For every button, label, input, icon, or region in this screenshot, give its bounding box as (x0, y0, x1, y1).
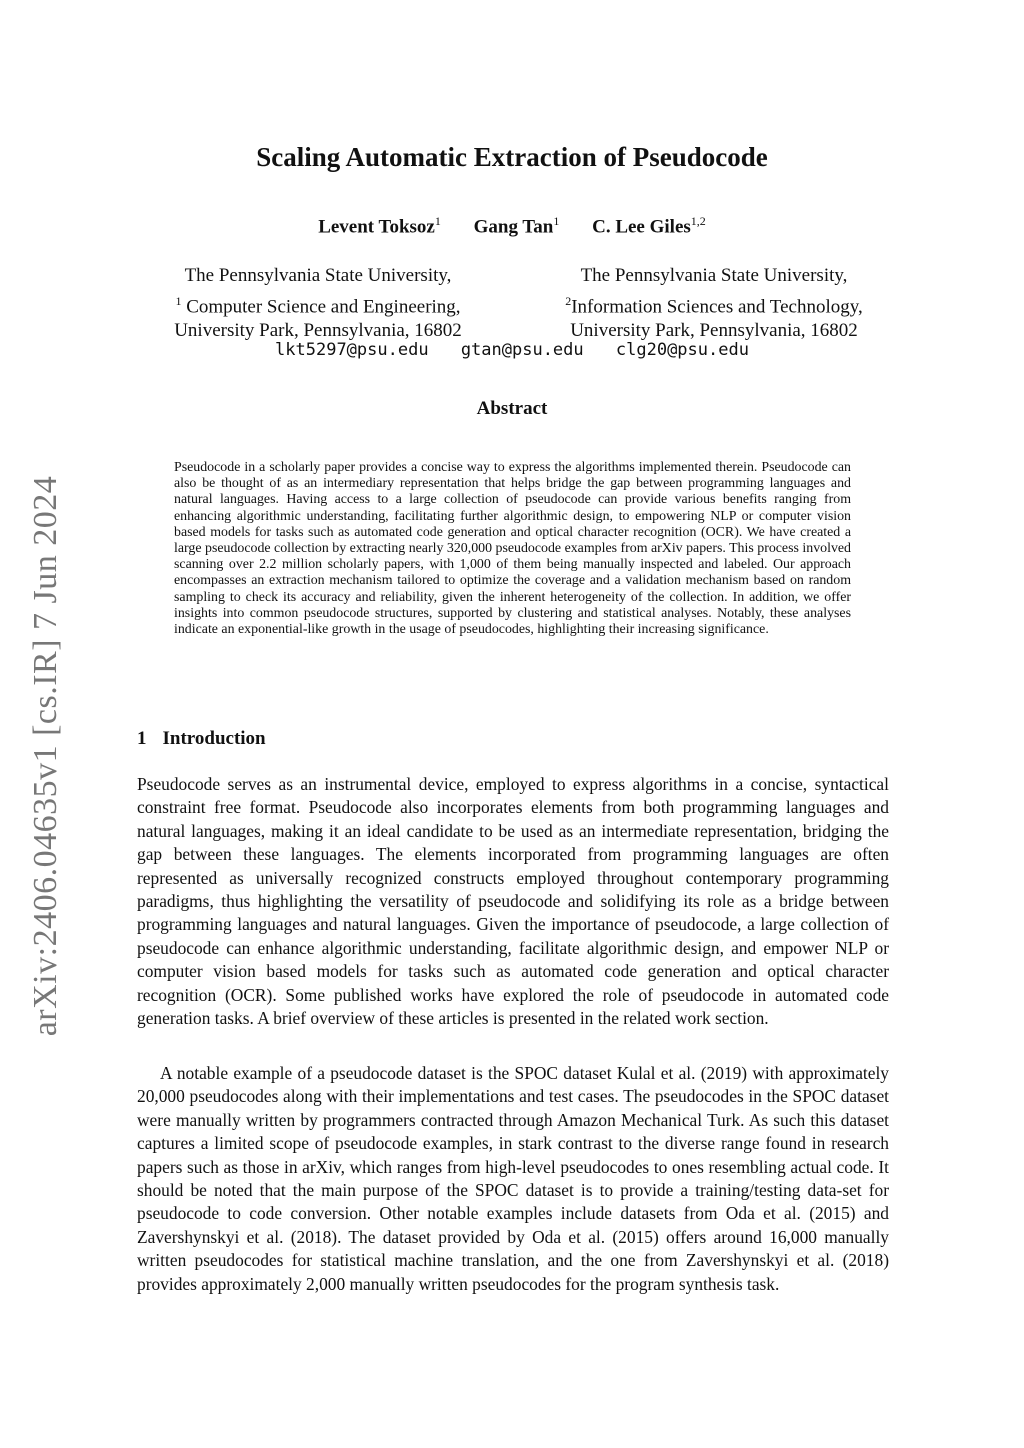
author-name: Gang Tan (473, 216, 554, 238)
author (474, 214, 560, 238)
section-title: Introduction (162, 728, 266, 749)
affiliation-line: $^2$Information Sciences and Technology, (565, 293, 863, 317)
arxiv-identifier-text: arXiv:2406.04635v1 [cs.IR] 7 Jun 2024 (27, 475, 64, 1037)
affiliation-mark: 2 (565, 293, 572, 308)
affiliation-line: The Pennsylvania State University, (580, 265, 848, 286)
affiliation-line: University Park, Pennsylvania, 16802 (174, 320, 462, 342)
author-affiliation-mark: 1 (434, 214, 441, 228)
author (592, 214, 706, 238)
affiliation-mark: 1 (175, 293, 182, 308)
paper-title: Scaling Automatic Extraction of Pseudocode (256, 142, 768, 172)
body-paragraph: A notable example of a pseudocode dataset is the SPOC dataset Kulal et al. (2019) with approximately 20,000 pseudocodes along with their implementations and test cases. The pseudocodes in the SPOC dataset were manually written by programmers contracted through Amazon Mechanical Turk. As such this dataset captures a limited scope of pseudocode examples, in stark contrast to the diverse range found in research papers such as those in arXiv, which ranges from high-level pseudocodes to ones resembling actual code. It should be noted that the main purpose of the SPOC dataset is to provide a training/testing data-set for pseudocode to code conversion. Other notable examples include datasets from Oda et al. (2015) and Zavershynskyi et al. (2018). The dataset provided by Oda et al. (2015) offers around 16,000 manually written pseudocodes for statistical machine translation, and the one from Zavershynskyi et al. (2018) provides approximately 2,000 manually written pseudocodes for the program synthesis task. (137, 1063, 889, 1294)
author-list (0, 214, 1024, 238)
author-name: C. Lee Giles (592, 216, 691, 238)
email-link[interactable]: gtan@psu.edu (460, 340, 584, 360)
author-name: Levent Toksoz (318, 216, 435, 238)
author-affiliation-mark: 1 (553, 214, 560, 228)
affiliation-line: University Park, Pennsylvania, 16802 (570, 320, 858, 342)
author-emails (0, 340, 1024, 360)
section-number: 1 (137, 728, 147, 749)
affiliation-1 (138, 264, 498, 344)
email-link[interactable]: lkt5297@psu.edu (275, 340, 429, 360)
abstract-heading: Abstract (476, 398, 548, 419)
author-affiliation-mark: 1,2 (690, 214, 706, 228)
section-heading (137, 728, 266, 750)
affiliation-line: $^1$ Computer Science and Engineering, (175, 293, 461, 317)
abstract-text: Pseudocode in a scholarly paper provides a concise way to express the algorithms implemented therein. Pseudocode can also be thought of as an intermediary representation that helps bridge the gap between programming languages and natural languages. Having access to a large collection of pseudocode can provide various benefits ranging from enhancing algorithmic understanding, facilitating further algorithmic design, to empowering NLP or computer vision based models for tasks such as automated code generation and optical character recognition (OCR). We have created a large pseudocode collection by extracting nearly 320,000 pseudocode examples from arXiv papers. This process involved scanning over 2.2 million scholarly papers, with 1,000 of them being manually inspected and labeled. Our approach encompasses an extraction mechanism tailored to optimize the coverage and a validation mechanism based on random sampling to check its accuracy and reliability, given the inherent heterogeneity of the collection. In addition, we offer insights into common pseudocode structures, supported by clustering and statistical analyses. Notably, these analyses indicate an exponential-like growth in the usage of pseudocodes, highlighting their increasing significance. (174, 460, 851, 638)
author (318, 214, 441, 238)
email-link[interactable]: clg20@psu.edu (615, 340, 749, 360)
affiliation-2 (534, 264, 894, 344)
body-paragraph: Pseudocode serves as an instrumental device, employed to express algorithms in a concise, syntactical constraint free format. Pseudocode also incorporates elements from both programming languages and natural languages, making it an ideal candidate to be used as an intermediate representation, bridging the gap between these languages. The elements incorporated from programming languages are often represented as universally recognized constructs employed throughout contemporary programming paradigms, thus highlighting the versatility of pseudocode and solidifying its role as a bridge between programming languages and natural languages. Given the importance of pseudocode, a large collection of pseudocode can enhance algorithmic understanding, facilitate algorithmic design, and empower NLP or computer vision based models for tasks such as automated code generation and optical character recognition (OCR). Some published works have explored the role of pseudocode in automated code generation tasks. A brief overview of these articles is presented in the related work section. (137, 774, 889, 1029)
affiliation-line: The Pennsylvania State University, (184, 265, 452, 286)
